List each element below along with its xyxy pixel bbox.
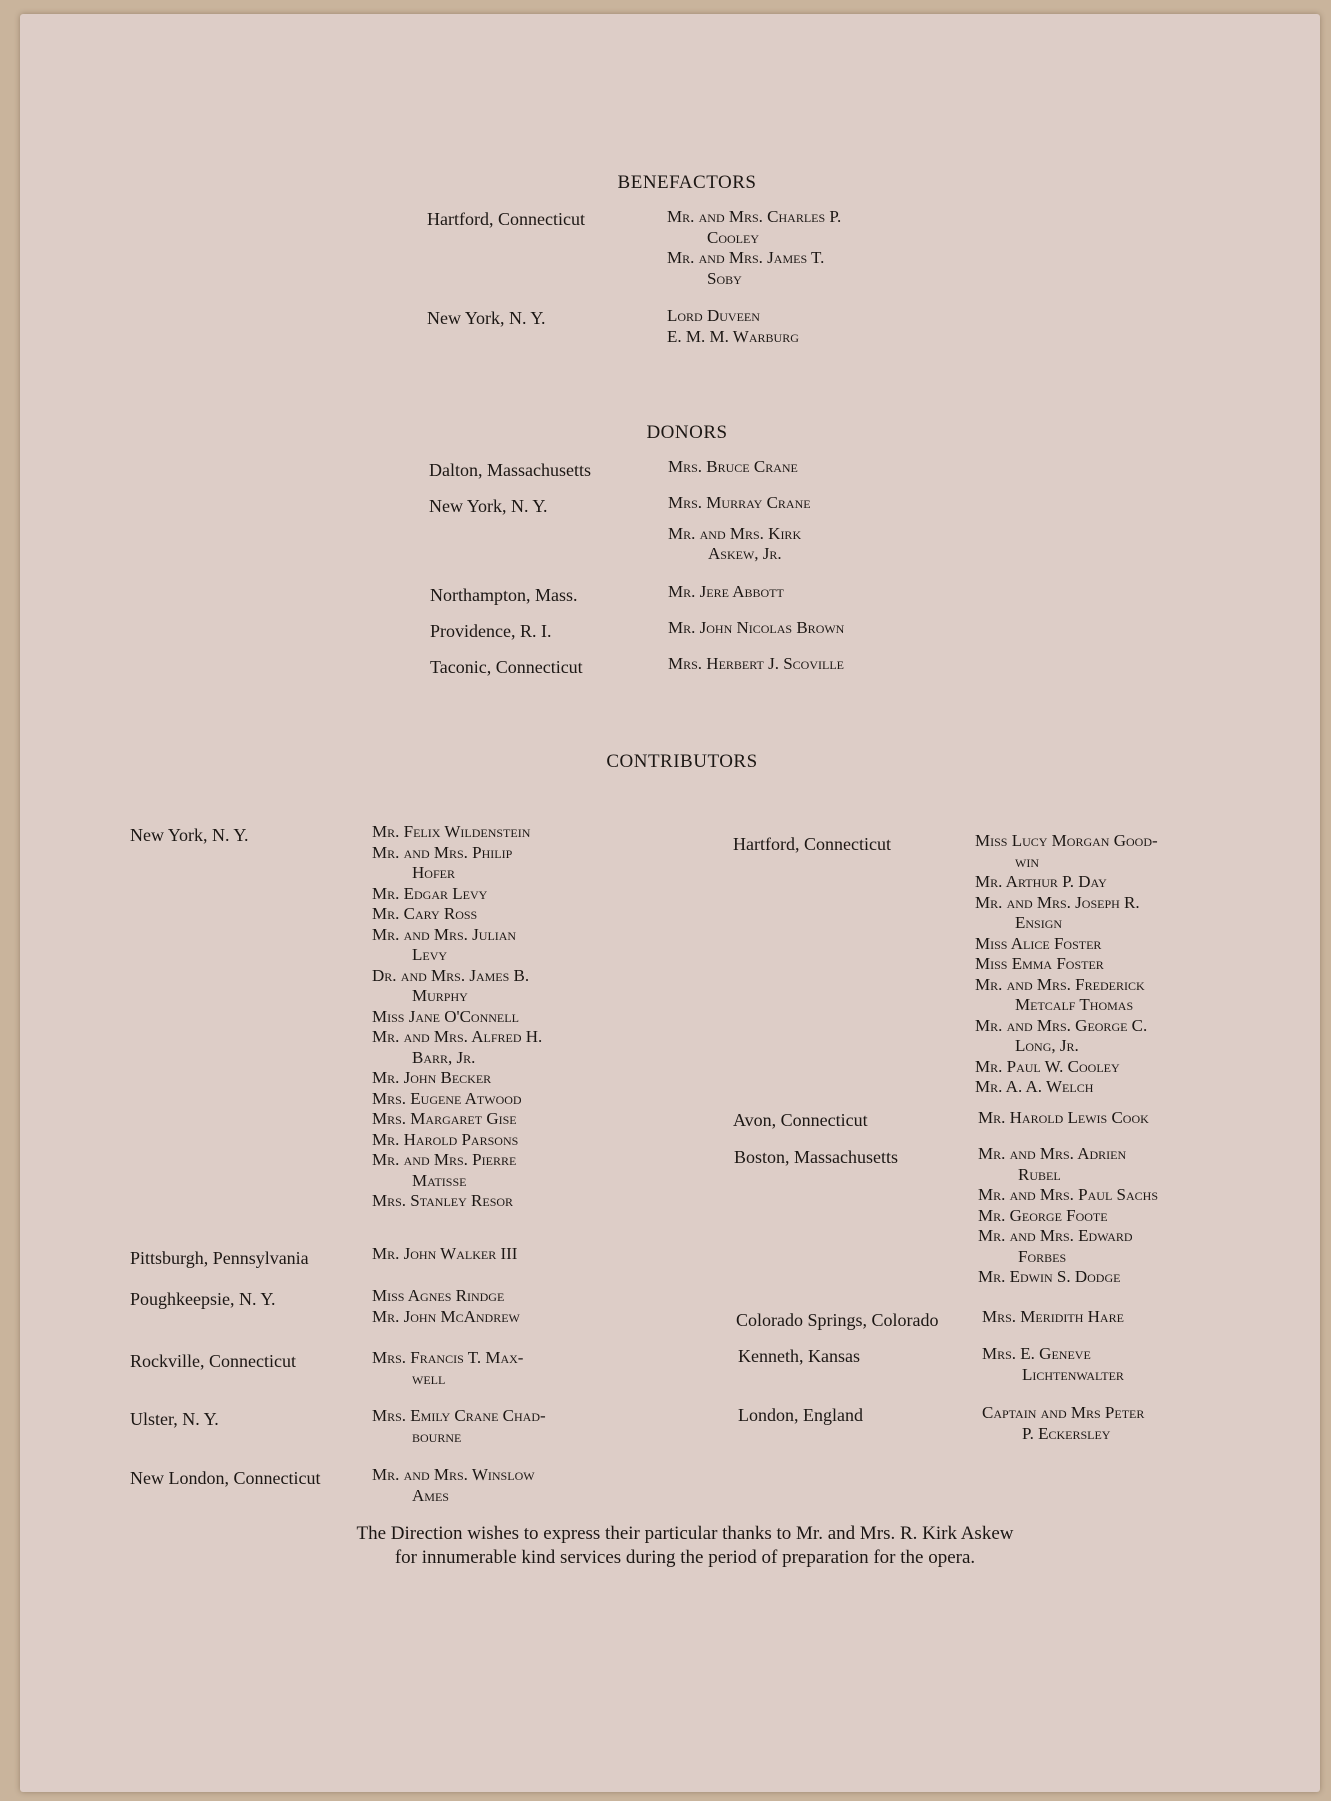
name-line: Miss Lucy Morgan Good- [975, 831, 1158, 850]
name-line: Miss Emma Foster [975, 954, 1104, 973]
contrib-names-newlondon [372, 1465, 535, 1506]
contrib-location-kenneth: Kenneth, Kansas [738, 1346, 860, 1366]
contrib-location-hartford: Hartford, Connecticut [733, 834, 891, 854]
name-line: Mrs. Margaret Gise [372, 1109, 517, 1128]
name-line: Mr. Harold Lewis Cook [978, 1108, 1149, 1127]
name-line: Mr. John Walker III [372, 1244, 518, 1263]
contrib-names-hartford [975, 831, 1158, 1098]
name-line: Mr. and Mrs. Winslow [372, 1465, 535, 1484]
name-line: bourne [412, 1426, 462, 1446]
page [20, 14, 1320, 1792]
benefactors-heading: BENEFACTORS [617, 172, 757, 193]
name-line: well [412, 1368, 446, 1388]
contrib-location-rockville: Rockville, Connecticut [130, 1351, 296, 1371]
name-line: Mrs. Meridith Hare [982, 1307, 1124, 1326]
name-line: Mr. and Mrs. Pierre [372, 1150, 517, 1169]
benefactors-names-hartford [667, 207, 841, 289]
name-line: Mr. and Mrs. Joseph R. [975, 892, 1140, 912]
donors-names-northampton [668, 582, 784, 603]
name-line: Metcalf Thomas [1015, 995, 1134, 1014]
contrib-location-boston: Boston, Massachusetts [734, 1147, 898, 1167]
name-line: Lichtenwalter [1022, 1364, 1124, 1384]
name-line: Hofer [412, 863, 455, 882]
name-line: Mr. Paul W. Cooley [975, 1056, 1120, 1076]
benefactors-location-hartford: Hartford, Connecticut [427, 209, 585, 229]
name-line: Miss Alice Foster [975, 933, 1102, 953]
name-line: Mrs. E. Geneve [982, 1344, 1091, 1363]
donors-location-newyork: New York, N. Y. [429, 496, 548, 516]
contrib-names-kenneth [982, 1344, 1124, 1385]
donors-names-dalton [668, 457, 798, 478]
name-line: Mr. and Mrs. Julian [372, 924, 517, 944]
name-line: Mr. and Mrs. Edward [978, 1226, 1133, 1245]
contrib-names-poughkeepsie [372, 1286, 520, 1327]
name-line: Miss Agnes Rindge [372, 1286, 505, 1305]
name-line: Rubel [1018, 1164, 1061, 1184]
name-line: Mr. George Foote [978, 1205, 1108, 1225]
donors-location-providence: Providence, R. I. [430, 621, 552, 641]
contrib-location-coloradosprings: Colorado Springs, Colorado [736, 1310, 939, 1330]
name-line: Mr. and Mrs. James T. [667, 248, 825, 267]
name-line: Mr. John Becker [372, 1068, 492, 1087]
name-line: Matisse [412, 1170, 467, 1190]
donors-location-dalton: Dalton, Massachusetts [429, 460, 591, 480]
benefactors-location-newyork: New York, N. Y. [427, 308, 546, 328]
contrib-names-avon [978, 1108, 1149, 1129]
name-line: Dr. and Mrs. James B. [372, 965, 530, 985]
donors-names-newyork [668, 493, 811, 565]
name-line: Mr. and Mrs. Philip [372, 842, 513, 862]
contrib-location-pittsburgh: Pittsburgh, Pennsylvania [130, 1248, 309, 1268]
name-line: win [1015, 851, 1039, 871]
benefactors-names-newyork [667, 306, 799, 347]
name-line: Barr, Jr. [412, 1047, 476, 1067]
name-line: Mrs. Bruce Crane [668, 457, 798, 476]
contrib-location-poughkeepsie: Poughkeepsie, N. Y. [130, 1289, 276, 1309]
name-line: Levy [412, 945, 448, 964]
name-line: Mrs. Stanley Resor [372, 1191, 514, 1210]
name-line: Mr. Edgar Levy [372, 883, 488, 903]
name-line: Mr. and Mrs. Kirk [668, 523, 802, 543]
name-line: Mr. and Mrs. Alfred H. [372, 1027, 543, 1046]
name-line: Mr. Cary Ross [372, 904, 478, 923]
name-line: Mrs. Eugene Atwood [372, 1088, 522, 1108]
name-line: Mr. and Mrs. Adrien [978, 1144, 1127, 1163]
contrib-location-london: London, England [738, 1405, 863, 1425]
name-line: Ames [412, 1485, 449, 1505]
donors-names-providence [668, 618, 844, 639]
name-line: Mrs. Herbert J. Scoville [668, 654, 844, 673]
donors-location-northampton: Northampton, Mass. [430, 585, 578, 605]
name-line: Mrs. Emily Crane Chad- [372, 1406, 546, 1425]
contrib-names-coloradosprings [982, 1307, 1124, 1328]
donors-names-taconic [668, 654, 844, 675]
contrib-names-newyork [372, 822, 542, 1212]
name-line: Mr. Jere Abbott [668, 582, 784, 601]
name-line: Mr. and Mrs. George C. [975, 1015, 1148, 1035]
name-line: Mr. Edwin S. Dodge [978, 1267, 1121, 1286]
contrib-location-ulster: Ulster, N. Y. [130, 1409, 219, 1429]
name-line: Askew, Jr. [708, 544, 782, 563]
contrib-names-rockville [372, 1348, 523, 1389]
name-line: Mr. and Mrs. Frederick [975, 974, 1145, 994]
contrib-location-avon: Avon, Connecticut [733, 1110, 868, 1130]
contrib-location-newyork: New York, N. Y. [130, 825, 249, 845]
name-line: Mr. and Mrs. Charles P. [667, 207, 842, 226]
contributors-heading: CONTRIBUTORS [606, 751, 758, 772]
name-line: Mr. Felix Wildenstein [372, 822, 531, 841]
name-line: Long, Jr. [1015, 1036, 1079, 1055]
contrib-location-newlondon: New London, Connecticut [130, 1468, 321, 1488]
contrib-names-london [982, 1403, 1144, 1444]
name-line: Murphy [412, 986, 468, 1005]
name-line: Lord Duveen [667, 306, 760, 325]
acknowledgement [220, 1522, 1150, 1570]
name-line: Miss Jane O'Connell [372, 1006, 519, 1026]
name-line: Forbes [1018, 1246, 1067, 1266]
contrib-names-boston [978, 1144, 1158, 1288]
contrib-names-ulster [372, 1406, 546, 1447]
name-line: Mr. Harold Parsons [372, 1129, 519, 1149]
name-line: Ensign [1015, 913, 1063, 932]
name-line: Mrs. Murray Crane [668, 493, 811, 512]
name-line: P. Eckersley [1022, 1423, 1111, 1443]
name-line: Mr. Arthur P. Day [975, 872, 1107, 891]
name-line: Mrs. Francis T. Max- [372, 1348, 524, 1367]
acknowledgement-line-2: for innumerable kind services during the period of preparation for the opera. [394, 1547, 976, 1568]
name-line: Mr. John McAndrew [372, 1306, 520, 1326]
name-line: Mr. and Mrs. Paul Sachs [978, 1185, 1158, 1204]
name-line: Soby [707, 268, 742, 288]
name-line: Mr. A. A. Welch [975, 1077, 1094, 1096]
name-line: Mr. John Nicolas Brown [668, 618, 845, 637]
name-line: Captain and Mrs Peter [982, 1403, 1145, 1422]
name-line: E. M. M. Warburg [667, 326, 799, 346]
name-line: Cooley [707, 227, 759, 247]
contrib-names-pittsburgh [372, 1244, 517, 1265]
donors-heading: DONORS [646, 422, 728, 443]
donors-location-taconic: Taconic, Connecticut [430, 657, 583, 677]
acknowledgement-line-1: The Direction wishes to express their particular thanks to Mr. and Mrs. R. Kirk Askew [356, 1523, 1014, 1544]
